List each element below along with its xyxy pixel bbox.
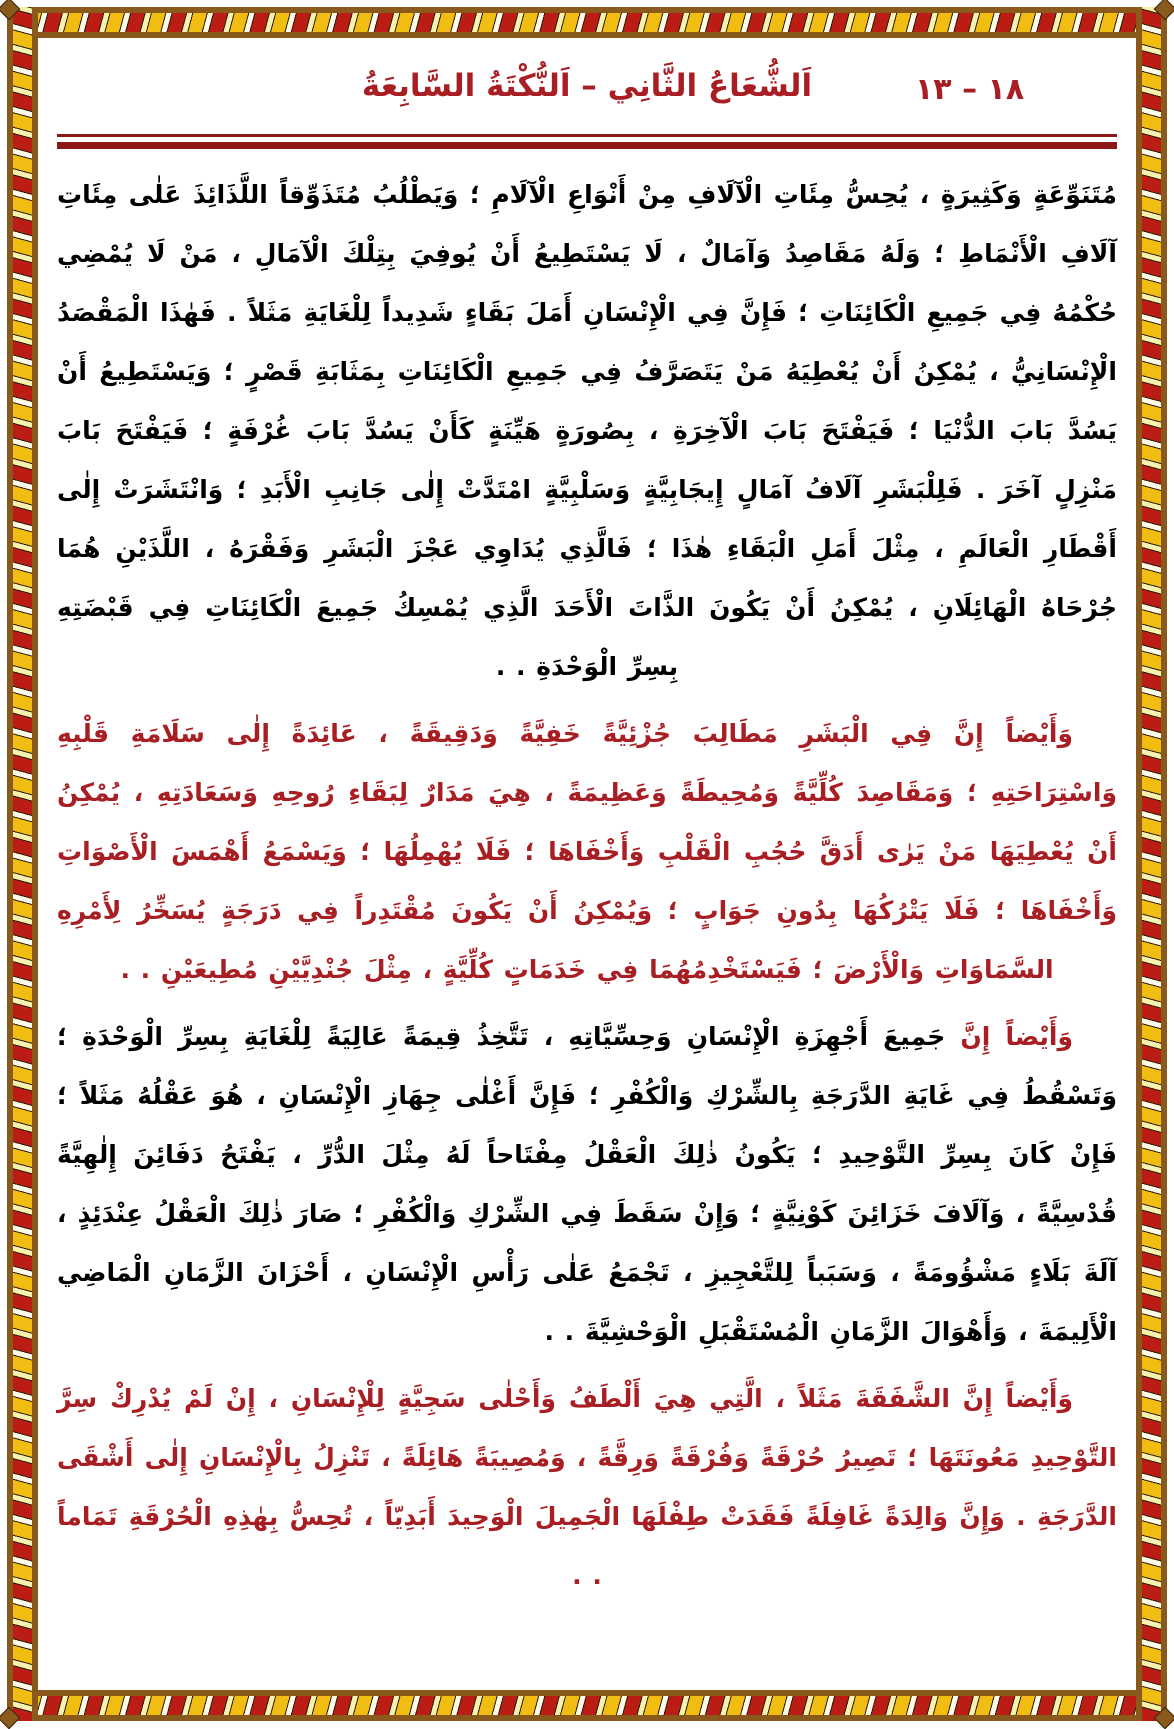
paragraph-3	[57, 1007, 1117, 1361]
chapter-title: اَلشُّعَاعُ الثَّانِي – اَلنُّكْتَةُ السَّابِعَةُ	[361, 68, 813, 104]
ornamental-border-top	[7, 7, 1167, 38]
paragraph-3-rest: جَمِيعَ أَجْهِزَةِ الْإِنْسَانِ وَحِسِّيَّاتِهِ ، تَتَّخِذُ قِيمَةً عَالِيَةً لِلْغَايَةِ بِسِرِّ الْوَحْدَةِ ؛ وَتَسْقُطُ فِي غَايَةِ الدَّرَجَةِ بِالشِّرْكِ وَالْكُفْرِ ؛ فَإِنَّ أَغْلٰى جِهَازِ الْإِنْسَانِ ، هُوَ عَقْلُهُ مَثَلاً ؛ فَإِنْ كَانَ بِسِرِّ التَّوْحِيدِ ؛ يَكُونُ ذٰلِكَ الْعَقْلُ مِفْتَاحاً لَهُ مِثْلَ الدُّرِّ ، يَفْتَحُ دَفَائِنَ إِلٰهِيَّةً قُدْسِيَّةً ، وَآلَافَ خَزَائِنَ كَوْنِيَّةٍ ؛ وَإِنْ سَقَطَ فِي الشِّرْكِ وَالْكُفْرِ ؛ صَارَ ذٰلِكَ الْعَقْلُ عِنْدَئِذٍ ، آلَةَ بَلَاءٍ مَشْؤُومَةً ، وَسَبَباً لِلتَّعْجِيزِ ، تَجْمَعُ عَلٰى رَأْسِ الْإِنْسَانِ ، أَحْزَانَ الزَّمَانِ الْمَاضِي الْأَلِيمَةَ ، وَأَهْوَالَ الزَّمَانِ الْمُسْتَقْبَلِ الْوَحْشِيَّةَ . .	[57, 1022, 1117, 1346]
page-content	[57, 40, 1117, 1686]
page-numbers: ١٨ – ١٣	[915, 72, 1025, 107]
body-text	[57, 165, 1117, 1605]
ornamental-border-right	[1136, 7, 1167, 1721]
paragraph-3-lead: وَأَيْضاً إِنَّ	[945, 1022, 1073, 1051]
paragraph-2: وَأَيْضاً إِنَّ فِي الْبَشَرِ مَطَالِبَ جُزْئِيَّةً خَفِيَّةً وَدَقِيقَةً ، عَائِدَةً إِلٰى سَلَامَةِ قَلْبِهِ وَاسْتِرَاحَتِهِ ؛ وَمَقَاصِدَ كُلِّيَّةً وَمُحِيطَةً وَعَظِيمَةً ، هِيَ مَدَارٌ لِبَقَاءِ رُوحِهِ وَسَعَادَتِهِ ، يُمْكِنُ أَنْ يُعْطِيَهَا مَنْ يَرٰى أَدَقَّ حُجُبِ الْقَلْبِ وَأَخْفَاهَا ؛ فَلَا يُهْمِلُهَا ؛ وَيَسْمَعُ أَهْمَسَ الْأَصْوَاتِ وَأَخْفَاهَا ؛ فَلَا يَتْرُكُهَا بِدُونِ جَوَابٍ ؛ وَيُمْكِنُ أَنْ يَكُونَ مُقْتَدِراً فِي دَرَجَةٍ يُسَخِّرُ لِأَمْرِهِ السَّمَاوَاتِ وَالْأَرْضَ ؛ فَيَسْتَخْدِمُهُمَا فِي خَدَمَاتٍ كُلِّيَّةٍ ، مِثْلَ جُنْدِيَّيْنِ مُطِيعَيْنِ . .	[57, 719, 1117, 984]
ornamental-border-bottom	[7, 1690, 1167, 1721]
paragraph-1: مُتَنَوِّعَةٍ وَكَثِيرَةٍ ، يُحِسُّ مِئَاتِ الْآلَافِ مِنْ أَنْوَاعِ الْآلَامِ ؛ وَيَطْلُبُ مُتَذَوِّقاً اللَّذَائِذَ عَلٰى مِئَاتِ آلَافِ الْأَنْمَاطِ ؛ وَلَهُ مَقَاصِدُ وَآمَالٌ ، لَا يَسْتَطِيعُ أَنْ يُوفِيَ بِتِلْكَ الْآمَالِ ، مَنْ لَا يُمْضِي حُكْمُهُ فِي جَمِيعِ الْكَائِنَاتِ ؛ فَإِنَّ فِي الْإِنْسَانِ أَمَلَ بَقَاءٍ شَدِيداً لِلْغَايَةِ مَثَلاً . فَهٰذَا الْمَقْصَدُ الْإِنْسَانِيُّ ، يُمْكِنُ أَنْ يُعْطِيَهُ مَنْ يَتَصَرَّفُ فِي جَمِيعِ الْكَائِنَاتِ بِمَثَابَةِ قَصْرٍ ؛ وَيَسْتَطِيعُ أَنْ يَسُدَّ بَابَ الدُّنْيَا ؛ فَيَفْتَحَ بَابَ الْآخِرَةِ ، بِصُورَةٍ هَيِّنَةٍ كَأَنْ يَسُدَّ بَابَ غُرْفَةٍ ؛ فَيَفْتَحَ بَابَ مَنْزِلٍ آخَرَ . فَلِلْبَشَرِ آلَافُ آمَالٍ إِيجَابِيَّةٍ وَسَلْبِيَّةٍ امْتَدَّتْ إِلٰى جَانِبِ الْأَبَدِ ؛ وَانْتَشَرَتْ إِلٰى أَقْطَارِ الْعَالَمِ ، مِثْلَ أَمَلِ الْبَقَاءِ هٰذَا ؛ فَالَّذِي يُدَاوِي عَجْزَ الْبَشَرِ وَفَقْرَهُ ، اللَّذَيْنِ هُمَا جُرْحَاهُ الْهَائِلَانِ ، يُمْكِنُ أَنْ يَكُونَ الذَّاتَ الْأَحَدَ الَّذِي يُمْسِكُ جَمِيعَ الْكَائِنَاتِ فِي قَبْضَتِهِ بِسِرِّ الْوَحْدَةِ . .	[57, 180, 1117, 681]
paragraph-4: وَأَيْضاً إِنَّ الشَّفَقَةَ مَثَلاً ، الَّتِي هِيَ أَلْطَفُ وَأَحْلٰى سَجِيَّةٍ لِلْإِنْسَانِ ، إِنْ لَمْ يُدْرِكْ سِرَّ التَّوْحِيدِ مَعُونَتَهَا ؛ تَصِيرُ حُرْقَةً وَفُرْقَةً وَرِقَّةً ، وَمُصِيبَةً هَائِلَةً ، تَنْزِلُ بِالْإِنْسَانِ إِلٰى أَشْقَى الدَّرَجَةِ . وَإِنَّ وَالِدَةً غَافِلَةً فَقَدَتْ طِفْلَهَا الْجَمِيلَ الْوَحِيدَ أَبَدِيّاً ، تُحِسُّ بِهٰذِهِ الْحُرْقَةِ تَمَاماً . .	[57, 1384, 1117, 1590]
page-header	[57, 68, 1117, 126]
double-rule	[57, 134, 1117, 149]
ornamental-border-left	[7, 7, 38, 1721]
